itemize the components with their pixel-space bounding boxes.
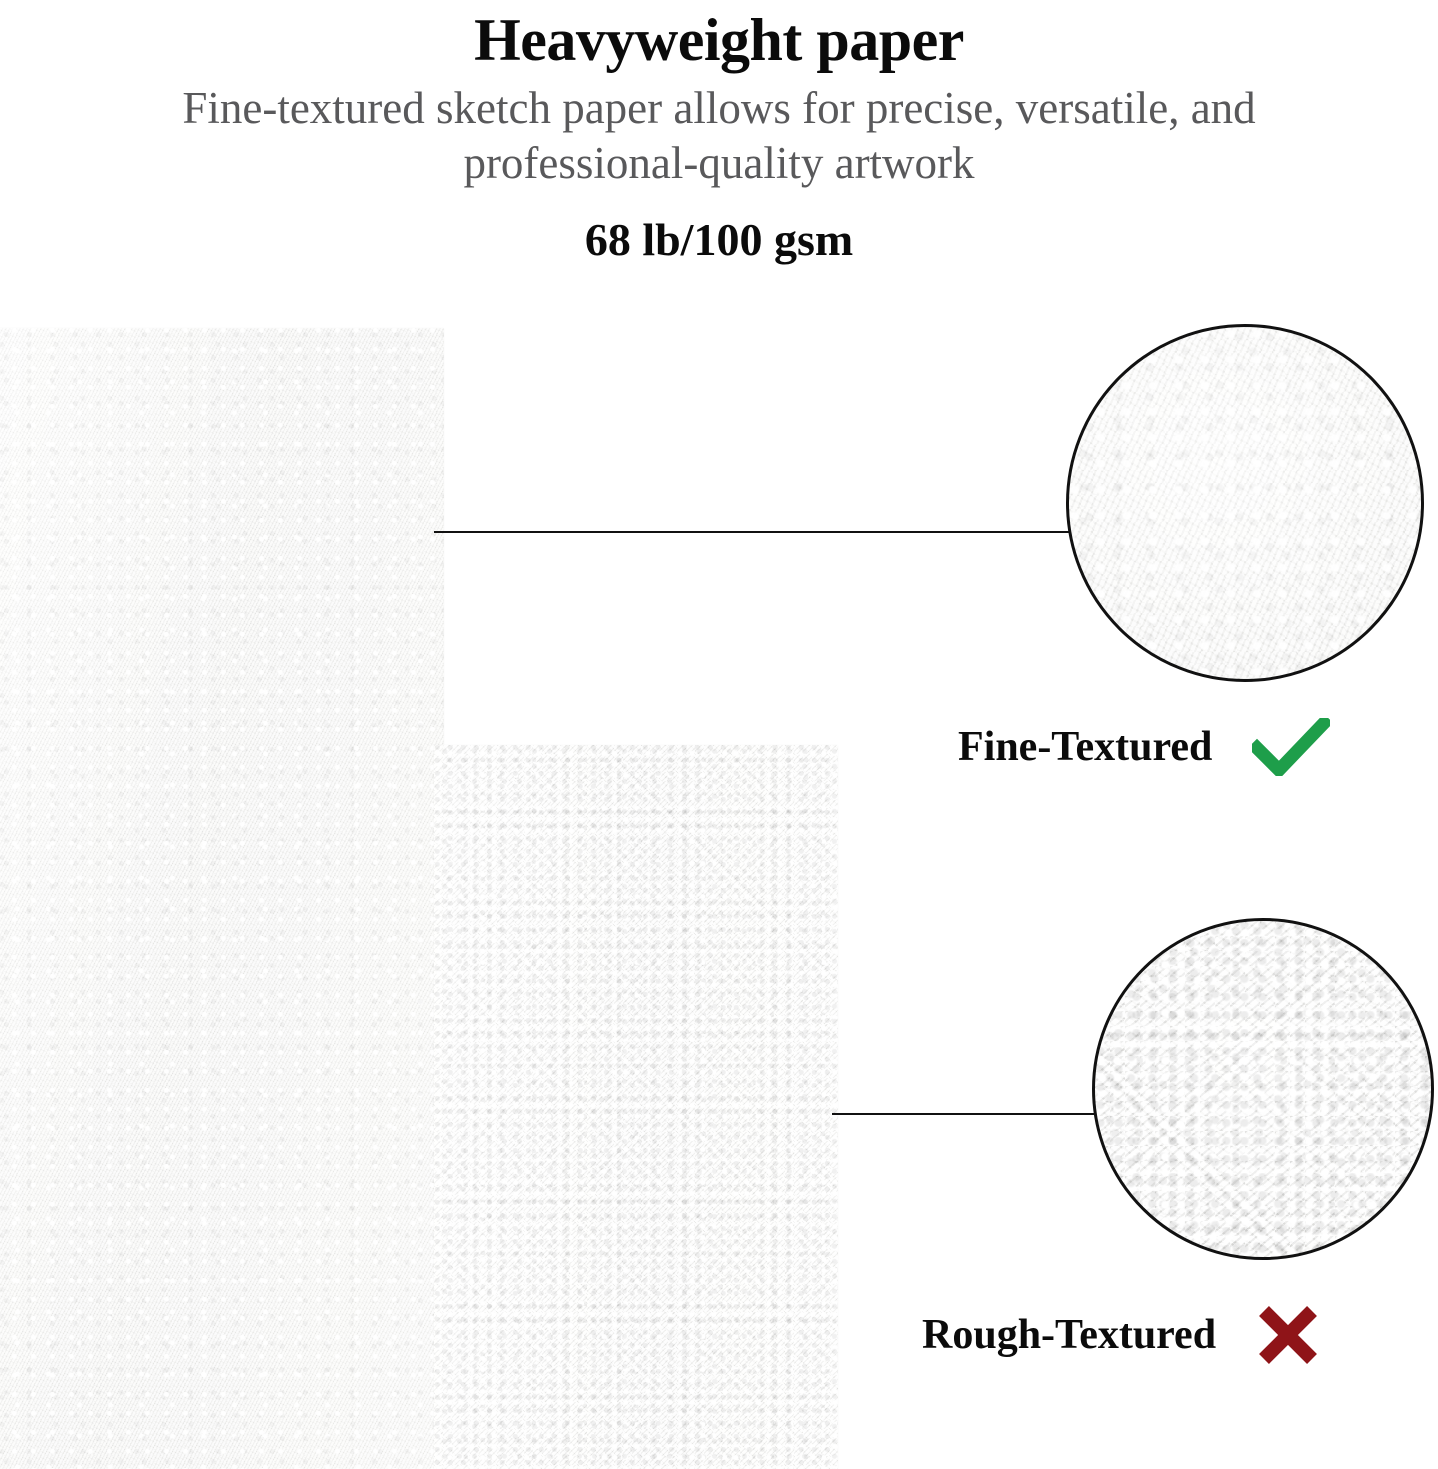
callout-label-rough: Rough-Textured	[922, 1312, 1217, 1358]
rough-texture-zoom-circle	[1092, 918, 1434, 1260]
check-icon	[1252, 718, 1330, 776]
fine-textured-paper-sheet	[0, 328, 444, 1469]
header-block	[0, 0, 1438, 266]
paper-weight-text: 68 lb/100 gsm	[584, 213, 854, 265]
leader-line-fine	[434, 531, 1070, 533]
callout-fine-textured	[958, 718, 1330, 776]
leader-line-rough	[832, 1113, 1096, 1115]
page-subtitle: Fine-textured sketch paper allows for precise, versatile, and professional-quality artwork	[182, 82, 1256, 188]
page-title: Heavyweight paper	[474, 7, 964, 73]
callout-rough-textured	[922, 1305, 1320, 1365]
cross-icon	[1256, 1305, 1320, 1365]
fine-texture-zoom-circle	[1066, 324, 1424, 682]
rough-textured-paper-sheet	[434, 745, 838, 1469]
callout-label-fine: Fine-Textured	[958, 724, 1213, 770]
